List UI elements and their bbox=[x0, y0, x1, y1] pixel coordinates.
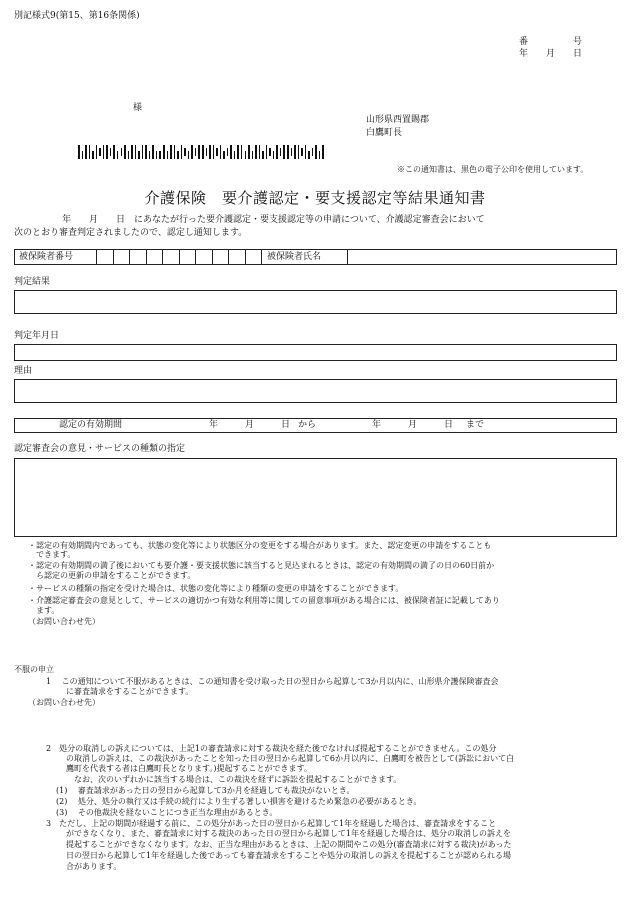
lawsuit-line: (3) その他裁決を経ないことにつき正当な理由があるとき。 bbox=[56, 808, 278, 817]
reason-field[interactable] bbox=[14, 379, 617, 403]
validity-period-label: 認定の有効期間 bbox=[59, 420, 123, 430]
document-title: 介護保険 要介護認定・要支援認定等結果通知書 bbox=[144, 189, 486, 207]
digit-cell[interactable] bbox=[246, 250, 263, 264]
barcode-bar bbox=[202, 145, 204, 159]
barcode-bar bbox=[276, 145, 278, 159]
digit-cell[interactable] bbox=[114, 250, 131, 264]
barcode-bar bbox=[248, 145, 250, 159]
barcode-bar bbox=[191, 145, 193, 159]
period-end-date[interactable]: 年 月 日 bbox=[372, 420, 454, 430]
lawsuit-line: (2) 処分、処分の執行又は手続の続行により生ずる著しい損害を避けるため緊急の必要があるとき。 bbox=[56, 797, 422, 806]
barcode-bar bbox=[209, 145, 211, 159]
barcode-bar bbox=[273, 151, 275, 159]
lawsuit-line: 2 処分の取消しの訴えについては、上記1の審査請求に対する裁決を経た後でなければ提起することができません。この処分 bbox=[46, 744, 497, 753]
barcode-bar bbox=[145, 145, 147, 159]
digit-cell[interactable] bbox=[229, 250, 246, 264]
lawsuit-line: の取消しの訴えは、この裁決があったことを知った日の翌日から起算して6か月以内に、白鷹町を被告として(訴訟において白 bbox=[66, 754, 515, 763]
intro-line-1: 年 月 日 にあなたが行った要介護認定・要支援認定等の申請について、介護認定審査会において bbox=[62, 215, 485, 225]
barcode-bar bbox=[174, 145, 176, 159]
barcode-bar bbox=[241, 145, 243, 159]
barcode-bar bbox=[255, 145, 257, 159]
barcode-bar bbox=[245, 151, 247, 159]
barcode-bar bbox=[149, 151, 151, 159]
addressee-honorific: 様 bbox=[133, 103, 143, 113]
issuer-address: 山形県西置賜郡 bbox=[366, 115, 430, 125]
result-field[interactable] bbox=[14, 290, 617, 314]
barcode-bar bbox=[308, 151, 310, 159]
lawsuit-line: 日の翌日から起算して1年を経過した後であっても審査請求をすることや処分の取消しの訴えを提起することが認められる場 bbox=[66, 851, 512, 860]
barcode-bar bbox=[92, 151, 94, 159]
barcode-bar bbox=[262, 151, 264, 159]
note-line: ます。 bbox=[28, 606, 60, 615]
number-label: 番 号 bbox=[519, 37, 583, 47]
barcode-bar bbox=[280, 148, 282, 156]
barcode-bar bbox=[312, 148, 314, 156]
note-line: できます。 bbox=[28, 550, 76, 559]
lawsuit-line: (1) 審査請求があった日の翌日から起算して3か月を経過しても裁決がないとき。 bbox=[56, 786, 355, 795]
barcode-bar bbox=[291, 148, 293, 156]
barcode-bar bbox=[283, 145, 285, 159]
contact-label: （お問い合わせ先） bbox=[28, 617, 100, 626]
barcode-bar bbox=[85, 145, 87, 159]
barcode-bar bbox=[177, 151, 179, 159]
barcode-bar bbox=[138, 151, 140, 159]
digit-cell[interactable] bbox=[196, 250, 213, 264]
digit-cell[interactable] bbox=[97, 250, 114, 264]
barcode-bar bbox=[181, 145, 183, 159]
barcode-bar bbox=[128, 151, 130, 159]
barcode-bar bbox=[234, 151, 236, 159]
decision-date-label: 判定年月日 bbox=[14, 331, 60, 341]
barcode-bar bbox=[223, 151, 225, 159]
barcode-bar bbox=[142, 145, 144, 159]
note-line: ・サービスの種類の指定を受けた場合は、状態の変化等により種類の変更の申請をすることができます。 bbox=[28, 584, 404, 593]
barcode-bar bbox=[103, 145, 105, 159]
form-reference: 別記様式9(第15、第16条関係) bbox=[14, 11, 140, 21]
barcode-bar bbox=[170, 145, 172, 159]
digit-cell[interactable] bbox=[147, 250, 164, 264]
reason-label: 理由 bbox=[14, 366, 33, 376]
barcode-bar bbox=[135, 145, 137, 159]
barcode-bar bbox=[198, 145, 200, 159]
insured-info-row bbox=[14, 249, 617, 265]
barcode-bar bbox=[220, 145, 222, 159]
barcode-bar bbox=[96, 145, 98, 159]
issuer-title: 白鷹町長 bbox=[366, 128, 403, 138]
period-start-date[interactable]: 年 月 日 bbox=[209, 420, 291, 430]
appeal-contact-label: （お問い合わせ先） bbox=[28, 698, 100, 707]
issue-date-label: 年 月 日 bbox=[519, 49, 583, 59]
customer-barcode bbox=[78, 145, 326, 159]
barcode-bar bbox=[121, 148, 123, 156]
digit-cell[interactable] bbox=[213, 250, 230, 264]
digit-cell[interactable] bbox=[180, 250, 197, 264]
result-label: 判定結果 bbox=[14, 277, 51, 287]
lawsuit-line: 提起することができなくなります。なお、正当な理由があるときは、上記の期間やこの処分(審査請求に対する裁決)があった bbox=[66, 840, 512, 849]
barcode-bar bbox=[237, 145, 239, 159]
period-until: まで bbox=[466, 420, 485, 430]
barcode-bar bbox=[117, 151, 119, 159]
barcode-bar bbox=[167, 151, 169, 159]
digit-cell[interactable] bbox=[163, 250, 180, 264]
barcode-bar bbox=[184, 148, 186, 156]
opinion-label: 認定審査会の意見・サービスの種類の指定 bbox=[14, 444, 186, 454]
insured-name-field[interactable] bbox=[348, 250, 616, 264]
lawsuit-line: 3 ただし、上記の期間が経過する前に、この処分があった日の翌日から起算して1年を経過した場合は、審査請求をすること bbox=[46, 819, 497, 828]
barcode-bar bbox=[78, 145, 80, 159]
barcode-bar bbox=[322, 145, 324, 159]
barcode-bar bbox=[152, 145, 154, 159]
seal-note: ※この通知書は、黒色の電子公印を使用しています。 bbox=[397, 165, 589, 174]
barcode-bar bbox=[206, 148, 208, 156]
barcode-bar bbox=[216, 148, 218, 156]
barcode-bar bbox=[82, 151, 84, 159]
period-from: から bbox=[298, 420, 317, 430]
barcode-bar bbox=[252, 151, 254, 159]
barcode-bar bbox=[159, 151, 161, 159]
lawsuit-line: ができなくなり、また、審査請求に対する裁決のあった日の翌日から起算して1年を経過した場合は、処分の取消しの訴えを bbox=[66, 829, 512, 838]
barcode-bar bbox=[269, 148, 271, 156]
barcode-bar bbox=[319, 151, 321, 159]
appeal-item-1: 1 この通知について不服があるときは、この通知書を受け取った日の翌日から起算して3か月以内に、山形県介護保険審査会 bbox=[46, 677, 499, 686]
barcode-bar bbox=[213, 145, 215, 159]
barcode-bar bbox=[99, 148, 101, 156]
barcode-bar bbox=[230, 145, 232, 159]
barcode-bar bbox=[305, 145, 307, 159]
barcode-bar bbox=[106, 145, 108, 159]
barcode-bar bbox=[294, 145, 296, 159]
note-line: ・認定の有効期間内であっても、状態の変化等により状態区分の変更をする場合があります。また、認定変更の申請をすることも bbox=[28, 541, 492, 550]
decision-date-field[interactable] bbox=[14, 344, 617, 361]
insured-name-label: 被保険者氏名 bbox=[262, 250, 348, 264]
validity-period-row bbox=[14, 418, 617, 433]
barcode-bar bbox=[195, 148, 197, 156]
barcode-bar bbox=[113, 145, 115, 159]
barcode-bar bbox=[188, 151, 190, 159]
insured-number-label: 被保険者番号 bbox=[15, 250, 97, 264]
appeal-item-1-cont: に審査請求をすることができます。 bbox=[66, 687, 194, 696]
lawsuit-line: 合があります。 bbox=[66, 862, 122, 871]
barcode-bar bbox=[266, 145, 268, 159]
barcode-bar bbox=[227, 148, 229, 156]
barcode-bar bbox=[156, 151, 158, 159]
barcode-bar bbox=[110, 148, 112, 156]
barcode-bar bbox=[259, 145, 261, 159]
note-line: ・認定の有効期間の満了後においても要介護・要支援状態に該当すると見込まれるときは、認定の有効期間の満了の日の60日前か bbox=[28, 561, 495, 570]
barcode-bar bbox=[89, 145, 91, 159]
barcode-bar bbox=[287, 145, 289, 159]
lawsuit-line: なお、次のいずれかに該当する場合は、この裁決を経ずに訴訟を提起することができます。 bbox=[66, 775, 402, 784]
appeal-heading: 不服の申立 bbox=[14, 665, 54, 674]
barcode-bar bbox=[163, 145, 165, 159]
note-line: ・介護認定審査会の意見として、サービスの適切かつ有効な利用等に関しての留意事項がある場合には、被保険者証に記載してあり bbox=[28, 596, 500, 605]
lawsuit-line: 鷹町を代表する者は白鷹町長となります。)提起することができます。 bbox=[66, 764, 312, 773]
opinion-field[interactable] bbox=[14, 458, 617, 537]
barcode-bar bbox=[124, 145, 126, 159]
note-line: ら認定の更新の申請をすることができます。 bbox=[28, 571, 196, 580]
intro-line-2: 次のとおり審査判定されましたので、認定し通知します。 bbox=[14, 228, 248, 238]
barcode-bar bbox=[301, 148, 303, 156]
barcode-bar bbox=[315, 145, 317, 159]
barcode-bar bbox=[131, 145, 133, 159]
digit-cell[interactable] bbox=[130, 250, 147, 264]
barcode-bar bbox=[298, 145, 300, 159]
